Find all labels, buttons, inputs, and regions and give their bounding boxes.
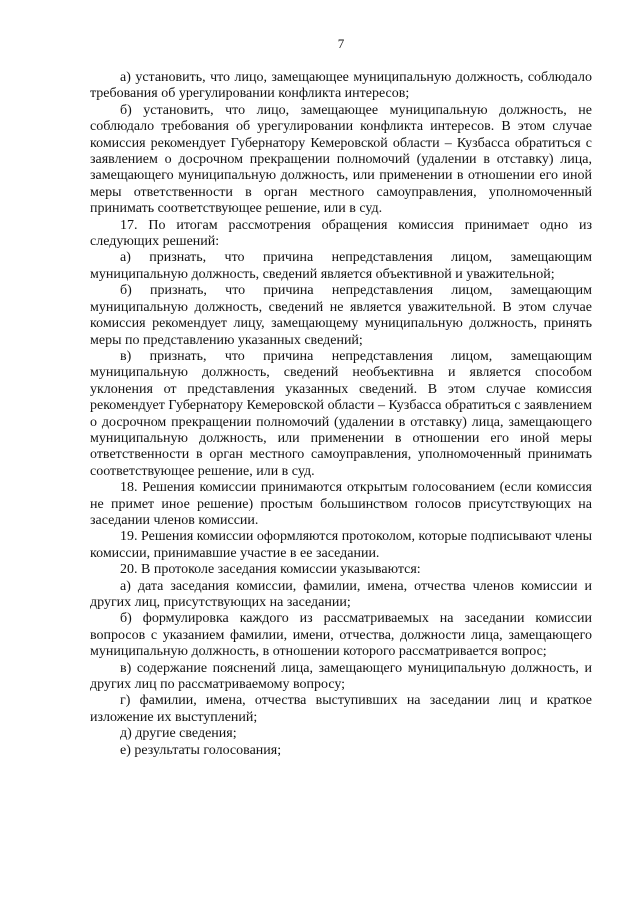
paragraph-item-17: 17. По итогам рассмотрения обращения комиссия принимает одно из следующих решений: <box>90 217 592 250</box>
paragraph-20-e: е) результаты голосования; <box>120 742 282 758</box>
paragraph-item-18: 18. Решения комиссии принимаются открытым голосованием (если комиссия не примет иное решение) простым большинством голосов присутствующих на заседании членов комиссии. <box>90 480 592 528</box>
paragraph-decision-a: а) установить, что лицо, замещающее муниципальную должность, соблюдало требования об урегулировании конфликта интересов; <box>90 70 592 102</box>
paragraph-20-a: а) дата заседания комиссии, фамилии, имена, отчества членов комиссии и других лиц, присутствующих на заседании; <box>90 578 592 610</box>
paragraph-item-19: 19. Решения комиссии оформляются протоколом, которые подписывают члены комиссии, принимавшие участие в ее заседании. <box>90 529 592 561</box>
paragraph-decision-b: б) установить, что лицо, замещающее муниципальную должность, не соблюдало требования об урегулировании конфликта интересов. В этом случае комиссия рекомендует Губернатору Кемеровской области – Кузбасса обратиться с заявлением о досрочном прекращении полномочий (удалении в отставку) лица, замещающего муниципальную должность, или применении в отношении его иной меры ответственности в орган местного самоуправления, уполномоченный принимать соответствующее решение, или в суд. <box>90 102 592 217</box>
paragraph-20-d: д) другие сведения; <box>120 726 237 742</box>
paragraph-20-b: б) формулировка каждого из рассматриваемых на заседании комиссии вопросов с указанием фамилии, имени, отчества, должности лица, замещающего муниципальную должность, в отношении которого рассматривается вопрос; <box>90 611 592 660</box>
paragraph-17-b: б) признать, что причина непредставления лицом, замещающим муниципальную должность, сведений не является уважительной. В этом случае комиссия рекомендует лицу, замещающему муниципальную должность, принять меры по представлению указанных сведений; <box>90 283 592 348</box>
paragraph-item-20: 20. В протоколе заседания комиссии указываются: <box>120 562 421 578</box>
paragraph-17-v: в) признать, что причина непредставления лицом, замещающим муниципальную должность, сведений необъективна и является способом уклонения от представления указанных сведений. В этом случае комиссия рекомендует Губернатору Кемеровской области – Кузбасса обратиться с заявлением о досрочном прекращении полномочий (удалении в отставку) лица, замещающего муниципальную должность, или применении в отношении его иной меры ответственности в орган местного самоуправления, уполномоченный принимать соответствующее решение, или в суд. <box>90 348 592 479</box>
page-number: 7 <box>337 36 345 51</box>
paragraph-20-v: в) содержание пояснений лица, замещающего муниципальную должность, и других лиц по рассматриваемому вопросу; <box>90 660 592 693</box>
paragraph-20-g: г) фамилии, имена, отчества выступивших на заседании лиц и краткое изложение их выступлений; <box>90 693 592 725</box>
paragraph-17-a: а) признать, что причина непредставления лицом, замещающим муниципальную должность, сведений является объективной и уважительной; <box>90 250 592 282</box>
document-body <box>90 70 592 759</box>
